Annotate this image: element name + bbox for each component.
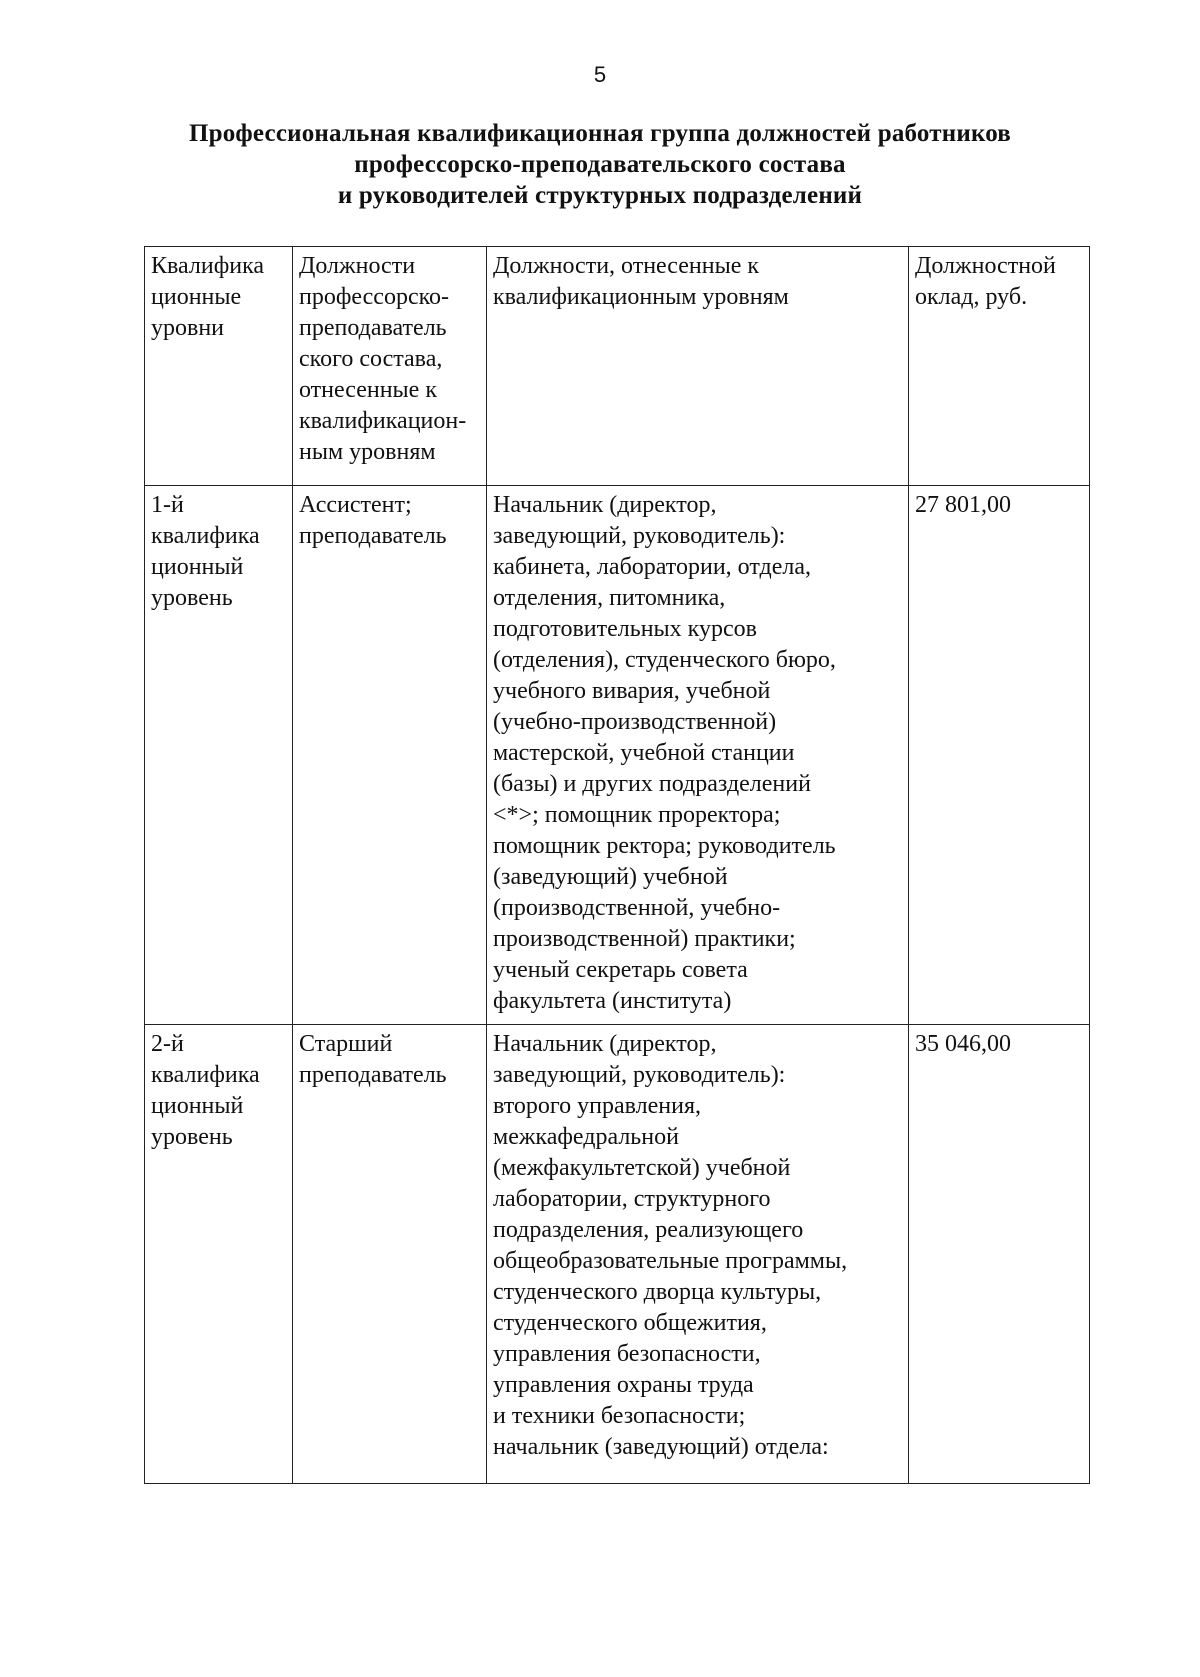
document-title <box>100 118 1100 211</box>
level-cell: 1-й квалифика ционный уровень <box>145 486 293 1025</box>
table-row <box>145 1025 1090 1484</box>
title-line-2: профессорско-преподавательского состава <box>354 151 846 178</box>
faculty-positions-cell: Старший преподаватель <box>293 1025 487 1484</box>
level-cell: 2-й квалифика ционный уровень <box>145 1025 293 1484</box>
title-line-3: и руководителей структурных подразделений <box>337 182 863 209</box>
header-cell-salary: Должностной оклад, руб. <box>909 247 1090 486</box>
salary-cell: 27 801,00 <box>909 486 1090 1025</box>
title-line-1: Профессиональная квалификационная группа должностей работников <box>188 120 1012 147</box>
other-positions-cell: Начальник (директор, заведующий, руководитель): кабинета, лаборатории, отдела, отделения, питомника, подготовительных курсов (отделения), студенческого бюро, учебного вивария, учебной (учебно-производственной) мастерской, учебной станции (базы) и других подразделений <*>; помощник проректора; помощник ректора; руководитель (заведующий) учебной (производственной, учебно- производственной) практики; ученый секретарь совета факультета (института) <box>487 486 909 1025</box>
header-cell-faculty-positions: Должности профессорско- преподаватель ского состава, отнесенные к квалификацион- ным уровням <box>293 247 487 486</box>
header-cell-other-positions: Должности, отнесенные к квалификационным уровням <box>487 247 909 486</box>
page-number: 5 <box>593 62 607 87</box>
faculty-positions-cell: Ассистент; преподаватель <box>293 486 487 1025</box>
other-positions-cell: Начальник (директор, заведующий, руководитель): второго управления, межкафедральной (межфакультетской) учебной лаборатории, структурного подразделения, реализующего общеобразовательные программы, студенческого дворца культуры, студенческого общежития, управления безопасности, управления охраны труда и техники безопасности; начальник (заведующий) отдела: <box>487 1025 909 1484</box>
header-cell-levels: Квалифика ционные уровни <box>145 247 293 486</box>
salary-cell: 35 046,00 <box>909 1025 1090 1484</box>
table-header-row <box>145 247 1090 486</box>
qualification-table <box>144 246 1090 1484</box>
table-row <box>145 486 1090 1025</box>
